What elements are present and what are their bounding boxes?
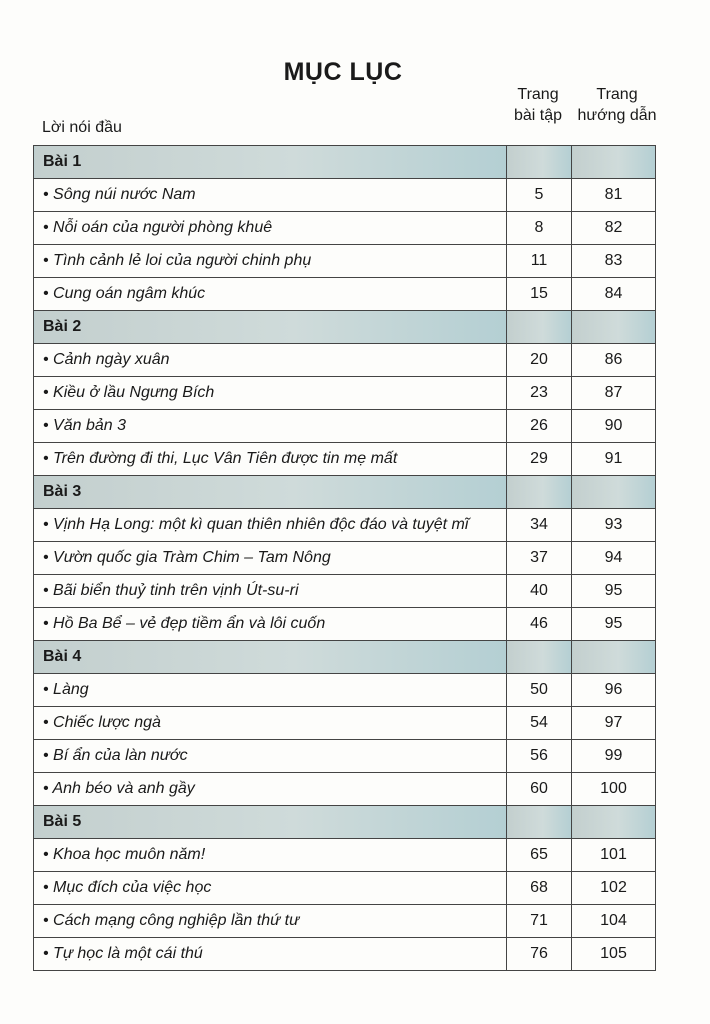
column-header-guide-page (572, 84, 662, 126)
exercise-page-number: 34 (507, 509, 572, 542)
toc-entry-row (34, 245, 656, 278)
exercise-page-number: 15 (507, 278, 572, 311)
toc-entry-row (34, 344, 656, 377)
guide-page-number: 95 (572, 608, 656, 641)
guide-page-number: 94 (572, 542, 656, 575)
section-header-row (34, 311, 656, 344)
exercise-page-number: 8 (507, 212, 572, 245)
toc-entry-row (34, 674, 656, 707)
section-blank-cell (572, 476, 656, 509)
toc-entry-row (34, 509, 656, 542)
section-blank-cell (572, 146, 656, 179)
exercise-page-number: 76 (507, 938, 572, 971)
exercise-page-number: 46 (507, 608, 572, 641)
guide-page-number: 84 (572, 278, 656, 311)
exercise-page-number: 40 (507, 575, 572, 608)
guide-page-number: 87 (572, 377, 656, 410)
entry-title: • Mục đích của việc học (34, 872, 507, 905)
exercise-page-number: 23 (507, 377, 572, 410)
section-header-row (34, 476, 656, 509)
section-blank-cell (572, 641, 656, 674)
toc-entry-row (34, 443, 656, 476)
entry-title: • Văn bản 3 (34, 410, 507, 443)
toc-entry-row (34, 179, 656, 212)
column-header-line: Trang (517, 86, 559, 103)
entry-title: • Bãi biển thuỷ tinh trên vịnh Út-su-ri (34, 575, 507, 608)
exercise-page-number: 65 (507, 839, 572, 872)
toc-entry-row (34, 575, 656, 608)
column-header-exercise-page (506, 84, 570, 126)
guide-page-number: 93 (572, 509, 656, 542)
toc-entry-row (34, 212, 656, 245)
guide-page-number: 96 (572, 674, 656, 707)
toc-entry-row (34, 938, 656, 971)
exercise-page-number: 26 (507, 410, 572, 443)
entry-title: • Vịnh Hạ Long: một kì quan thiên nhiên độc đáo và tuyệt mĩ (34, 509, 507, 542)
guide-page-number: 100 (572, 773, 656, 806)
toc-entry-row (34, 377, 656, 410)
guide-page-number: 104 (572, 905, 656, 938)
exercise-page-number: 37 (507, 542, 572, 575)
guide-page-number: 101 (572, 839, 656, 872)
guide-page-number: 91 (572, 443, 656, 476)
entry-title: • Tự học là một cái thú (34, 938, 507, 971)
entry-title: • Làng (34, 674, 507, 707)
section-blank-cell (507, 146, 572, 179)
section-blank-cell (572, 806, 656, 839)
guide-page-number: 86 (572, 344, 656, 377)
entry-title: • Hồ Ba Bể – vẻ đẹp tiềm ẩn và lôi cuốn (34, 608, 507, 641)
guide-page-number: 102 (572, 872, 656, 905)
guide-page-number: 99 (572, 740, 656, 773)
column-header-line: bài tập (513, 107, 563, 124)
entry-title: • Cách mạng công nghiệp lần thứ tư (34, 905, 507, 938)
exercise-page-number: 5 (507, 179, 572, 212)
guide-page-number: 95 (572, 575, 656, 608)
exercise-page-number: 50 (507, 674, 572, 707)
column-header-line: hướng dẫn (577, 107, 657, 124)
toc-table (33, 145, 656, 971)
entry-title: • Cung oán ngâm khúc (34, 278, 507, 311)
section-header-row (34, 146, 656, 179)
exercise-page-number: 20 (507, 344, 572, 377)
toc-entry-row (34, 872, 656, 905)
entry-title: • Trên đường đi thi, Lục Vân Tiên được tin mẹ mất (34, 443, 507, 476)
entry-title: • Anh béo và anh gầy (34, 773, 507, 806)
toc-entry-row (34, 410, 656, 443)
section-blank-cell (507, 311, 572, 344)
section-blank-cell (507, 641, 572, 674)
entry-title: • Bí ẩn của làn nước (34, 740, 507, 773)
exercise-page-number: 29 (507, 443, 572, 476)
entry-title: • Chiếc lược ngà (34, 707, 507, 740)
guide-page-number: 83 (572, 245, 656, 278)
preface-entry: Lời nói đầu (42, 119, 122, 136)
guide-page-number: 82 (572, 212, 656, 245)
section-title: Bài 2 (34, 311, 507, 344)
entry-title: • Khoa học muôn năm! (34, 839, 507, 872)
guide-page-number: 90 (572, 410, 656, 443)
page-title: MỤC LỤC (283, 58, 403, 86)
column-header-line: Trang (596, 86, 638, 103)
toc-entry-row (34, 278, 656, 311)
entry-title: • Vườn quốc gia Tràm Chim – Tam Nông (34, 542, 507, 575)
section-blank-cell (572, 311, 656, 344)
section-blank-cell (507, 476, 572, 509)
exercise-page-number: 60 (507, 773, 572, 806)
entry-title: • Kiều ở lầu Ngưng Bích (34, 377, 507, 410)
exercise-page-number: 56 (507, 740, 572, 773)
section-title: Bài 4 (34, 641, 507, 674)
toc-entry-row (34, 905, 656, 938)
entry-title: • Nỗi oán của người phòng khuê (34, 212, 507, 245)
exercise-page-number: 54 (507, 707, 572, 740)
guide-page-number: 97 (572, 707, 656, 740)
section-blank-cell (507, 806, 572, 839)
guide-page-number: 105 (572, 938, 656, 971)
exercise-page-number: 11 (507, 245, 572, 278)
toc-entry-row (34, 773, 656, 806)
toc-entry-row (34, 608, 656, 641)
section-header-row (34, 806, 656, 839)
toc-entry-row (34, 707, 656, 740)
section-header-row (34, 641, 656, 674)
entry-title: • Tình cảnh lẻ loi của người chinh phụ (34, 245, 507, 278)
guide-page-number: 81 (572, 179, 656, 212)
exercise-page-number: 68 (507, 872, 572, 905)
exercise-page-number: 71 (507, 905, 572, 938)
toc-entry-row (34, 740, 656, 773)
toc-body (34, 146, 656, 971)
section-title: Bài 5 (34, 806, 507, 839)
section-title: Bài 1 (34, 146, 507, 179)
toc-entry-row (34, 542, 656, 575)
toc-entry-row (34, 839, 656, 872)
entry-title: • Cảnh ngày xuân (34, 344, 507, 377)
section-title: Bài 3 (34, 476, 507, 509)
entry-title: • Sông núi nước Nam (34, 179, 507, 212)
